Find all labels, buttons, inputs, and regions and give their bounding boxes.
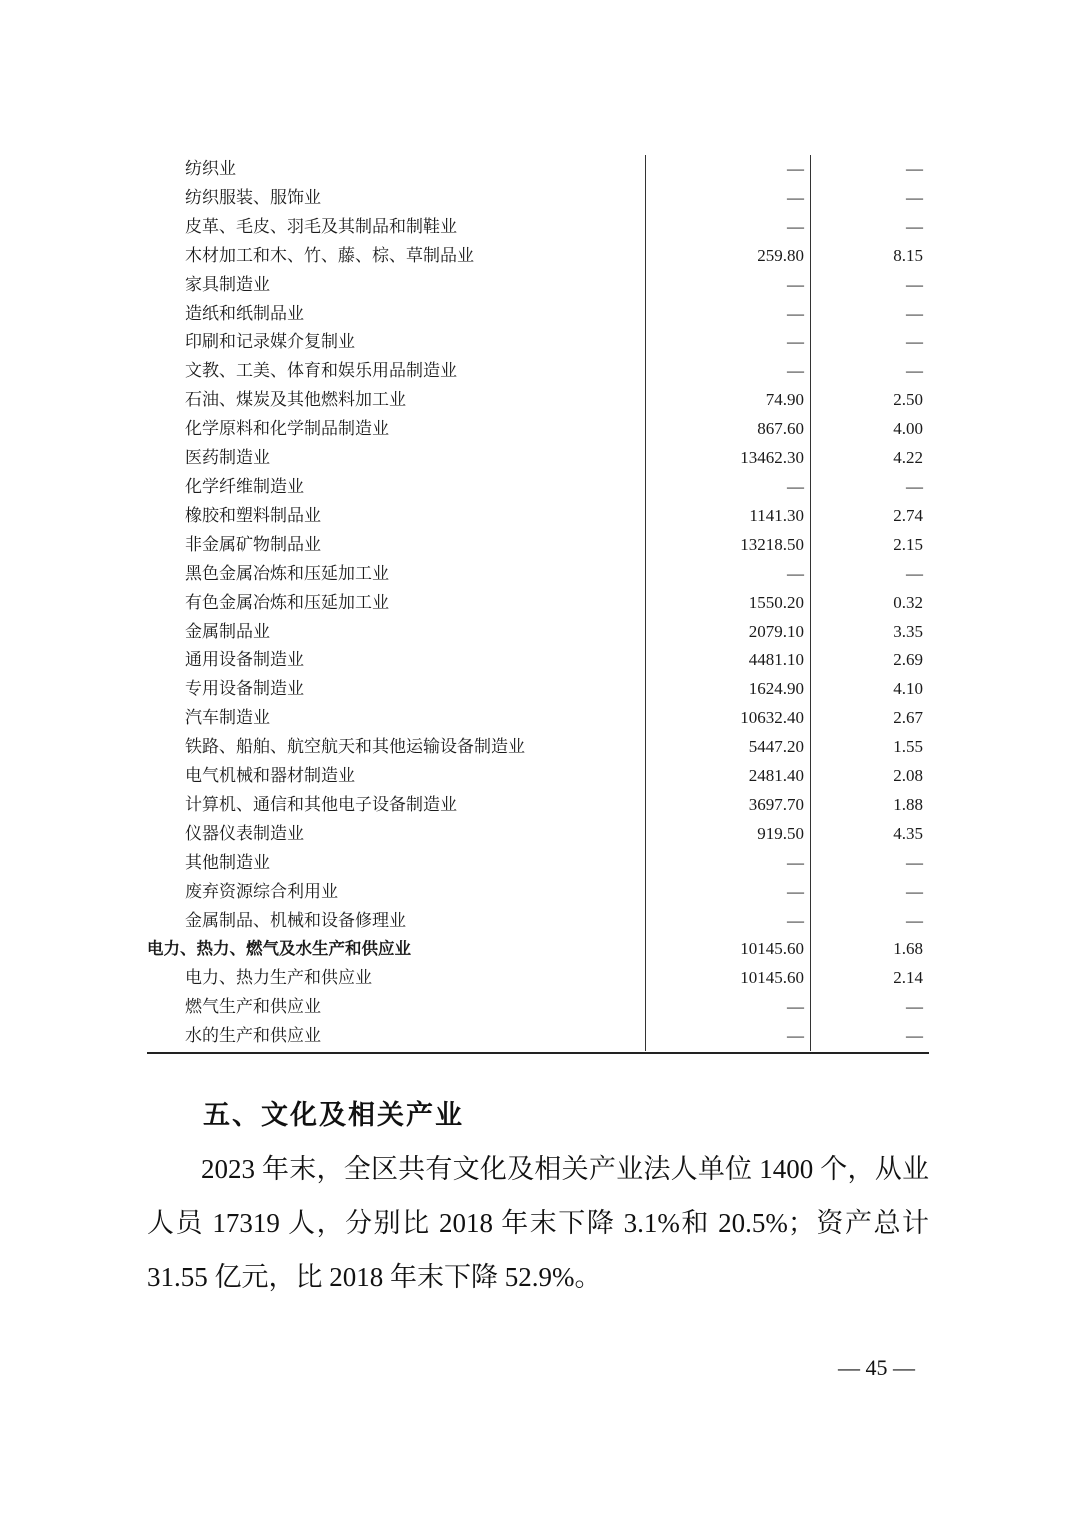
value-cell: — — [646, 993, 811, 1022]
value-cell: 10632.40 — [646, 704, 811, 733]
section-title: 五、文化及相关产业 — [203, 1100, 464, 1131]
table-row — [147, 907, 929, 936]
industry-name-cell: 家具制造业 — [147, 271, 646, 300]
rate-cell: — — [906, 563, 923, 583]
table-row — [147, 531, 929, 560]
industry-name-cell: 电气机械和器材制造业 — [147, 762, 646, 791]
rate-cell: 4.22 — [893, 448, 923, 468]
table-row — [147, 300, 929, 329]
industry-name-cell: 电力、热力、燃气及水生产和供应业 — [147, 935, 646, 964]
value-cell: 867.60 — [646, 415, 811, 444]
rate-cell: 2.15 — [893, 534, 923, 554]
industry-name-cell: 化学纤维制造业 — [147, 473, 646, 502]
rate-cell: 1.55 — [893, 737, 923, 757]
table-row — [147, 502, 929, 531]
rate-cell: — — [906, 1026, 923, 1046]
table-row — [147, 589, 929, 618]
table-row — [147, 1022, 929, 1051]
rate-cell: — — [906, 852, 923, 872]
value-cell: 1624.90 — [646, 675, 811, 704]
table-row — [147, 213, 929, 242]
rate-cell: 3.35 — [893, 621, 923, 641]
industry-name-cell: 专用设备制造业 — [147, 675, 646, 704]
value-cell: — — [646, 1022, 811, 1051]
section-paragraph: 2023 年末，全区共有文化及相关产业法人单位 1400 个，从业人员 17319 人，分别比 2018 年末下降 3.1%和 20.5%；资产总计 31.55 亿元，比 2018 年末下降 52.9%。 — [147, 1154, 929, 1292]
rate-cell: — — [906, 476, 923, 496]
table-row — [147, 878, 929, 907]
table-row — [147, 560, 929, 589]
rate-cell: — — [906, 910, 923, 930]
page-number: — 45 — — [838, 1355, 915, 1380]
table-row — [147, 618, 929, 647]
value-cell: — — [646, 357, 811, 386]
industry-name-cell: 汽车制造业 — [147, 704, 646, 733]
table-row — [147, 791, 929, 820]
industry-name-cell: 化学原料和化学制品制造业 — [147, 415, 646, 444]
value-cell: 5447.20 — [646, 733, 811, 762]
value-cell: — — [646, 184, 811, 213]
industry-name-cell: 其他制造业 — [147, 849, 646, 878]
value-cell: — — [646, 155, 811, 184]
industry-name-cell: 金属制品、机械和设备修理业 — [147, 907, 646, 936]
industry-name-cell: 橡胶和塑料制品业 — [147, 502, 646, 531]
table-row — [147, 444, 929, 473]
industry-name-cell: 水的生产和供应业 — [147, 1022, 646, 1051]
value-cell: 74.90 — [646, 386, 811, 415]
value-cell: 259.80 — [646, 242, 811, 271]
value-cell: 4481.10 — [646, 646, 811, 675]
industry-name-cell: 计算机、通信和其他电子设备制造业 — [147, 791, 646, 820]
value-cell: 919.50 — [646, 820, 811, 849]
industry-name-cell: 非金属矿物制品业 — [147, 531, 646, 560]
table-row — [147, 964, 929, 993]
industry-name-cell: 通用设备制造业 — [147, 646, 646, 675]
rate-cell: 4.35 — [893, 823, 923, 843]
rate-cell: — — [906, 187, 923, 207]
table-row — [147, 271, 929, 300]
value-cell: 2481.40 — [646, 762, 811, 791]
industry-name-cell: 石油、煤炭及其他燃料加工业 — [147, 386, 646, 415]
industry-name-cell: 有色金属冶炼和压延加工业 — [147, 589, 646, 618]
table-row — [147, 357, 929, 386]
industry-name-cell: 仪器仪表制造业 — [147, 820, 646, 849]
value-cell: 1141.30 — [646, 502, 811, 531]
value-cell: — — [646, 213, 811, 242]
table-bottom-rule — [147, 1052, 929, 1054]
rate-cell: 8.15 — [893, 245, 923, 265]
table-body — [147, 155, 929, 1051]
table-row — [147, 386, 929, 415]
value-cell: — — [646, 878, 811, 907]
value-cell: — — [646, 473, 811, 502]
rate-cell: — — [906, 361, 923, 381]
industry-table — [147, 155, 929, 1054]
value-cell: — — [646, 849, 811, 878]
rate-cell: — — [906, 332, 923, 352]
table-row — [147, 733, 929, 762]
table-row — [147, 820, 929, 849]
value-cell: — — [646, 300, 811, 329]
industry-name-cell: 纺织业 — [147, 155, 646, 184]
table-row — [147, 675, 929, 704]
rate-cell: 2.14 — [893, 968, 923, 988]
table-row — [147, 704, 929, 733]
rate-cell: 4.00 — [893, 419, 923, 439]
table-row — [147, 646, 929, 675]
rate-cell: 2.69 — [893, 650, 923, 670]
table-row — [147, 935, 929, 964]
value-cell: 3697.70 — [646, 791, 811, 820]
rate-cell: — — [906, 274, 923, 294]
value-cell: 1550.20 — [646, 589, 811, 618]
industry-name-cell: 造纸和纸制品业 — [147, 300, 646, 329]
value-cell: — — [646, 328, 811, 357]
industry-name-cell: 文教、工美、体育和娱乐用品制造业 — [147, 357, 646, 386]
value-cell: 13462.30 — [646, 444, 811, 473]
rate-cell: 2.50 — [893, 390, 923, 410]
table-row — [147, 155, 929, 184]
industry-name-cell: 燃气生产和供应业 — [147, 993, 646, 1022]
rate-cell: — — [906, 216, 923, 236]
rate-cell: — — [906, 881, 923, 901]
industry-name-cell: 金属制品业 — [147, 618, 646, 647]
industry-data-table — [147, 155, 929, 1051]
value-cell: 10145.60 — [646, 935, 811, 964]
rate-cell: — — [906, 997, 923, 1017]
rate-cell: — — [906, 303, 923, 323]
table-row — [147, 993, 929, 1022]
industry-name-cell: 废弃资源综合利用业 — [147, 878, 646, 907]
value-cell: 10145.60 — [646, 964, 811, 993]
value-cell: 13218.50 — [646, 531, 811, 560]
industry-name-cell: 黑色金属冶炼和压延加工业 — [147, 560, 646, 589]
rate-cell: 0.32 — [893, 592, 923, 612]
industry-name-cell: 木材加工和木、竹、藤、棕、草制品业 — [147, 242, 646, 271]
value-cell: — — [646, 907, 811, 936]
industry-name-cell: 医药制造业 — [147, 444, 646, 473]
table-row — [147, 415, 929, 444]
value-cell: — — [646, 271, 811, 300]
rate-cell: 1.68 — [893, 939, 923, 959]
table-row — [147, 242, 929, 271]
industry-name-cell: 印刷和记录媒介复制业 — [147, 328, 646, 357]
industry-name-cell: 皮革、毛皮、羽毛及其制品和制鞋业 — [147, 213, 646, 242]
table-row — [147, 184, 929, 213]
rate-cell: 1.88 — [893, 794, 923, 814]
value-cell: — — [646, 560, 811, 589]
table-row — [147, 849, 929, 878]
rate-cell: 4.10 — [893, 679, 923, 699]
rate-cell: 2.67 — [893, 708, 923, 728]
table-row — [147, 473, 929, 502]
table-row — [147, 328, 929, 357]
rate-cell: — — [906, 159, 923, 178]
industry-name-cell: 纺织服装、服饰业 — [147, 184, 646, 213]
industry-name-cell: 铁路、船舶、航空航天和其他运输设备制造业 — [147, 733, 646, 762]
table-row — [147, 762, 929, 791]
rate-cell: 2.08 — [893, 766, 923, 786]
industry-name-cell: 电力、热力生产和供应业 — [147, 964, 646, 993]
rate-cell: 2.74 — [893, 505, 923, 525]
value-cell: 2079.10 — [646, 618, 811, 647]
